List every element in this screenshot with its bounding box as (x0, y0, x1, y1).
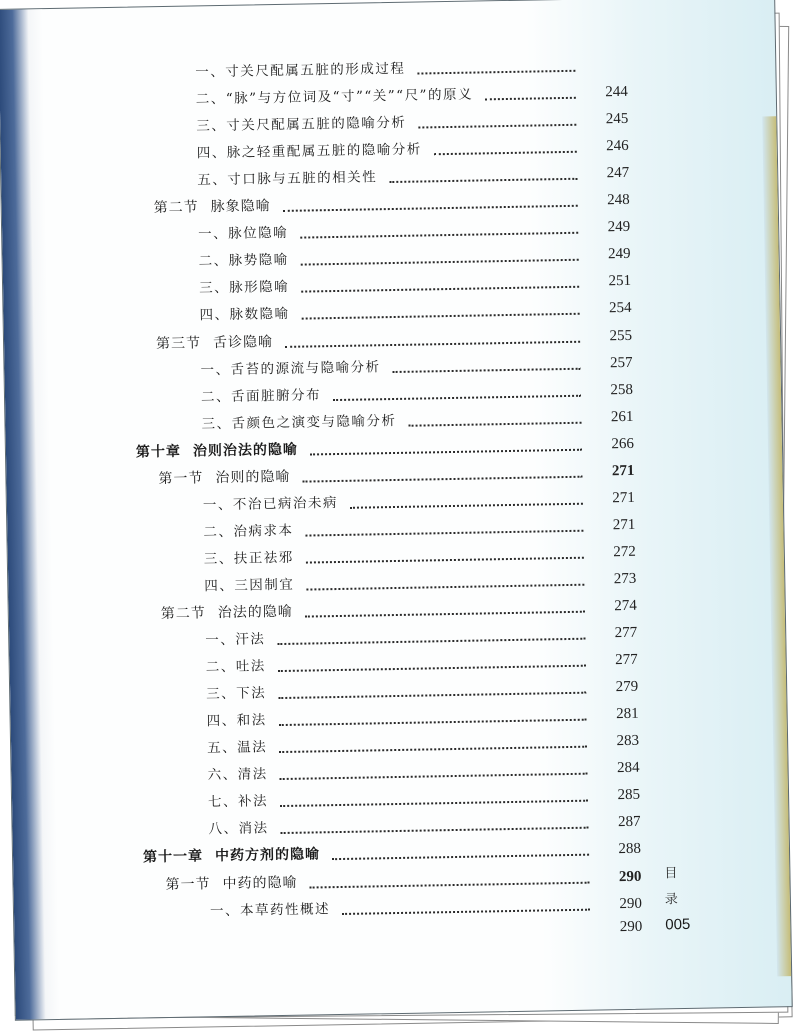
toc-label: 一、汗法 (205, 631, 266, 649)
dot-leader (285, 340, 580, 347)
toc-page-number: 249 (607, 219, 631, 236)
dot-leader (333, 394, 581, 400)
dot-leader (306, 584, 584, 591)
toc-label-title: 治则的隐喻 (215, 468, 291, 486)
dot-leader (342, 908, 590, 914)
toc-label (158, 467, 290, 489)
toc-label: 五、寸口脉与五脏的相关性 (197, 169, 378, 189)
toc-page-number: 248 (607, 192, 630, 209)
section-mark: 目 (664, 866, 678, 882)
toc-page-number: 274 (614, 597, 637, 615)
dot-leader (278, 692, 586, 699)
toc-item (203, 484, 635, 516)
toc-item (204, 565, 636, 597)
toc-page-number: 261 (610, 408, 634, 425)
toc-item (207, 754, 639, 786)
dot-leader (305, 611, 585, 618)
toc-item (201, 402, 633, 434)
toc-page-number: 249 (607, 246, 631, 263)
toc-item (196, 105, 628, 137)
dot-leader (310, 881, 590, 888)
toc-label: 二、吐法 (205, 658, 266, 676)
toc-label-title: 中药方剂的隐喻 (214, 846, 321, 865)
dot-leader (417, 70, 575, 75)
dot-leader (279, 719, 587, 726)
dot-leader (306, 557, 584, 564)
dot-leader (281, 827, 589, 834)
toc-page-number: 251 (608, 273, 632, 290)
toc-label: 四、脉之轻重配属五脏的隐喻分析 (196, 141, 422, 162)
toc-page-number: 271 (612, 489, 635, 507)
toc-item (201, 375, 633, 407)
dot-leader (301, 286, 579, 293)
toc-label-number: 第二节 (153, 199, 199, 217)
toc-item (198, 240, 630, 272)
toc-label-title: 脉象隐喻 (210, 198, 271, 216)
dot-leader (277, 638, 585, 645)
dot-leader (283, 205, 578, 212)
toc-label-number: 第十章 (135, 443, 182, 461)
toc-item (195, 51, 627, 83)
page-number: 005 (665, 915, 691, 934)
dot-leader (280, 800, 588, 807)
toc-label (165, 872, 297, 894)
toc-label: 四、和法 (206, 712, 267, 730)
toc-page-number: 277 (614, 624, 638, 642)
toc-label: 二、治病求本 (203, 522, 294, 541)
dot-leader (278, 665, 586, 672)
toc-page-number: 254 (608, 300, 632, 317)
toc-page-number: 257 (609, 354, 633, 371)
toc-label: 七、补法 (207, 793, 269, 811)
toc-label: 二、舌面脏腑分布 (200, 386, 322, 405)
dot-leader (280, 773, 588, 780)
toc-page-number: 258 (610, 381, 634, 398)
dot-leader (393, 367, 581, 372)
toc-label: 四、脉数隐喻 (199, 306, 290, 324)
dot-leader (409, 421, 582, 426)
toc-label-number: 第三节 (155, 334, 202, 352)
toc-page-number: 271 (612, 516, 636, 534)
toc-label (136, 439, 298, 462)
toc-label: 四、三因制宜 (204, 576, 295, 595)
dot-leader (485, 97, 576, 101)
toc-item (198, 213, 630, 245)
dot-leader (332, 854, 589, 860)
dot-leader (279, 746, 587, 753)
toc-page-number: 277 (615, 651, 638, 669)
toc-item (206, 700, 638, 732)
toc-label (161, 602, 293, 624)
toc-label (156, 332, 273, 354)
toc-page-number: 283 (616, 733, 640, 750)
toc-label (143, 845, 320, 868)
dot-leader (389, 178, 577, 183)
toc-item (208, 808, 640, 840)
toc-page-number: 244 (605, 83, 628, 101)
toc-item (199, 294, 631, 326)
toc-page-number: 288 (618, 841, 642, 858)
toc-label: 二、“脉”与方位词及“寸”“关”“尺”的原义 (195, 86, 474, 108)
toc-page-number: 279 (615, 678, 639, 696)
toc-label-title: 中药的隐喻 (222, 874, 298, 892)
toc-page-number: 247 (606, 165, 630, 182)
toc-page-number: 273 (613, 570, 637, 588)
toc-label-title: 舌诊隐喻 (212, 333, 274, 351)
dot-leader (418, 124, 576, 129)
toc-label: 三、脉形隐喻 (199, 279, 290, 297)
toc-page-number: 271 (611, 462, 635, 479)
toc-item (204, 538, 636, 570)
toc-label-title: 治则治法的隐喻 (192, 441, 299, 460)
toc-page-number: 284 (616, 760, 640, 777)
toc-label: 三、下法 (206, 685, 267, 703)
toc-label: 一、寸关尺配属五脏的形成过程 (195, 60, 406, 81)
toc-label: 三、扶正祛邪 (203, 549, 294, 568)
toc-page-number: 281 (615, 705, 639, 723)
toc-page-number: 290 (619, 895, 643, 912)
toc-item (206, 673, 638, 705)
toc-item (200, 348, 632, 380)
toc-label-number: 第一节 (165, 875, 211, 893)
toc-page-number: 287 (617, 814, 641, 831)
toc-item (197, 159, 629, 191)
toc-item (199, 267, 631, 299)
toc-label: 一、本草药性概述 (209, 900, 331, 919)
dot-leader (301, 259, 579, 266)
dot-leader (303, 475, 583, 482)
toc-label-number: 第十一章 (142, 848, 204, 866)
toc-label-number: 第一节 (158, 470, 204, 487)
toc-page-number: 255 (609, 327, 633, 344)
dot-leader (305, 530, 583, 537)
toc-page-number: 246 (606, 138, 629, 155)
toc-trailing-page (574, 912, 642, 937)
toc-label: 五、温法 (207, 739, 268, 757)
toc-item (196, 78, 628, 110)
dot-leader (300, 232, 578, 239)
toc-page-number: 245 (605, 110, 629, 128)
toc-label: 三、寸关尺配属五脏的隐喻分析 (196, 114, 407, 135)
dot-leader (434, 151, 577, 155)
toc-label (154, 196, 271, 218)
toc-page-number: 290 (618, 868, 642, 885)
toc-label: 三、舌颜色之演变与隐喻分析 (201, 412, 397, 433)
toc-label-title: 治法的隐喻 (217, 603, 293, 622)
toc-page-number (585, 75, 627, 76)
toc-item (207, 727, 639, 759)
toc-page-number: 266 (611, 435, 635, 452)
toc-item (206, 646, 638, 678)
toc-page-number: 290 (619, 918, 643, 935)
toc-label: 一、脉位隐喻 (198, 225, 289, 243)
dot-leader (310, 448, 582, 455)
dot-leader (350, 503, 583, 509)
toc-item (197, 132, 629, 164)
toc-label: 一、舌苔的源流与隐喻分析 (200, 358, 381, 378)
toc-label-number: 第二节 (160, 605, 206, 623)
section-mark: 录 (664, 892, 679, 908)
dot-leader (302, 313, 580, 320)
toc-label: 八、消法 (208, 820, 269, 838)
toc-page-number: 272 (613, 543, 636, 561)
toc-label: 二、脉势隐喻 (198, 252, 289, 270)
toc-item (203, 511, 635, 543)
toc-item (208, 781, 640, 813)
toc-page-number: 285 (617, 787, 641, 804)
toc-item (205, 619, 637, 651)
toc-label: 一、不治已病治未病 (202, 494, 339, 514)
toc-label: 六、清法 (207, 766, 268, 784)
